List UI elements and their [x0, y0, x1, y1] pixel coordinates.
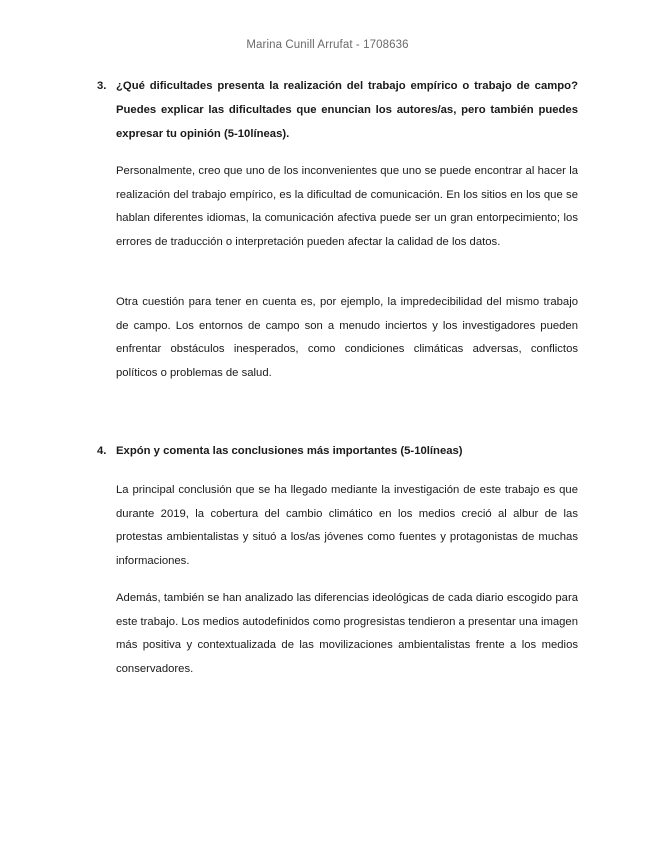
answer-paragraph: Personalmente, creo que uno de los inconvenientes que uno se puede encontrar al hacer la realización del trabajo empírico, es la dificultad de comunicación. En los sitios en los que se hablan diferentes idiomas, la comunicación afectiva puede ser un gran entorpecimiento; los errores de traducción o interpretación pueden afectar la calidad de los datos. [116, 165, 578, 249]
question-number: 3. [97, 80, 107, 92]
answer-paragraph: Además, también se han analizado las diferencias ideológicas de cada diario escogido para este trabajo. Los medios autodefinidos como progresistas tendieron a presentar una imagen más positiva y contextualizada de las movilizaciones ambientalistas frente a los medios conservadores. [116, 592, 578, 676]
page-header-author: Marina Cunill Arrufat - 1708636 [246, 39, 409, 51]
question-title: ¿Qué dificultades presenta la realización del trabajo empírico o trabajo de campo? Puedes explicar las dificultades que enuncian los autores/as, pero también puedes expresar tu opinión (5-10líneas). [116, 80, 578, 140]
answer-paragraph: La principal conclusión que se ha llegado mediante la investigación de este trabajo es que durante 2019, la cobertura del cambio climático en los medios creció al albur de las protestas ambientalistas y situó a los/as jóvenes como fuentes y protagonistas de muchas informaciones. [116, 484, 578, 568]
question-title: Expón y comenta las conclusiones más importantes (5-10líneas) [116, 445, 463, 457]
question-number: 4. [97, 445, 107, 457]
answer-paragraph: Otra cuestión para tener en cuenta es, por ejemplo, la impredecibilidad del mismo trabajo de campo. Los entornos de campo son a menudo inciertos y los investigadores pueden enfrentar obstáculos inesperados, como condiciones climáticas adversas, conflictos políticos o problemas de salud. [116, 296, 578, 380]
